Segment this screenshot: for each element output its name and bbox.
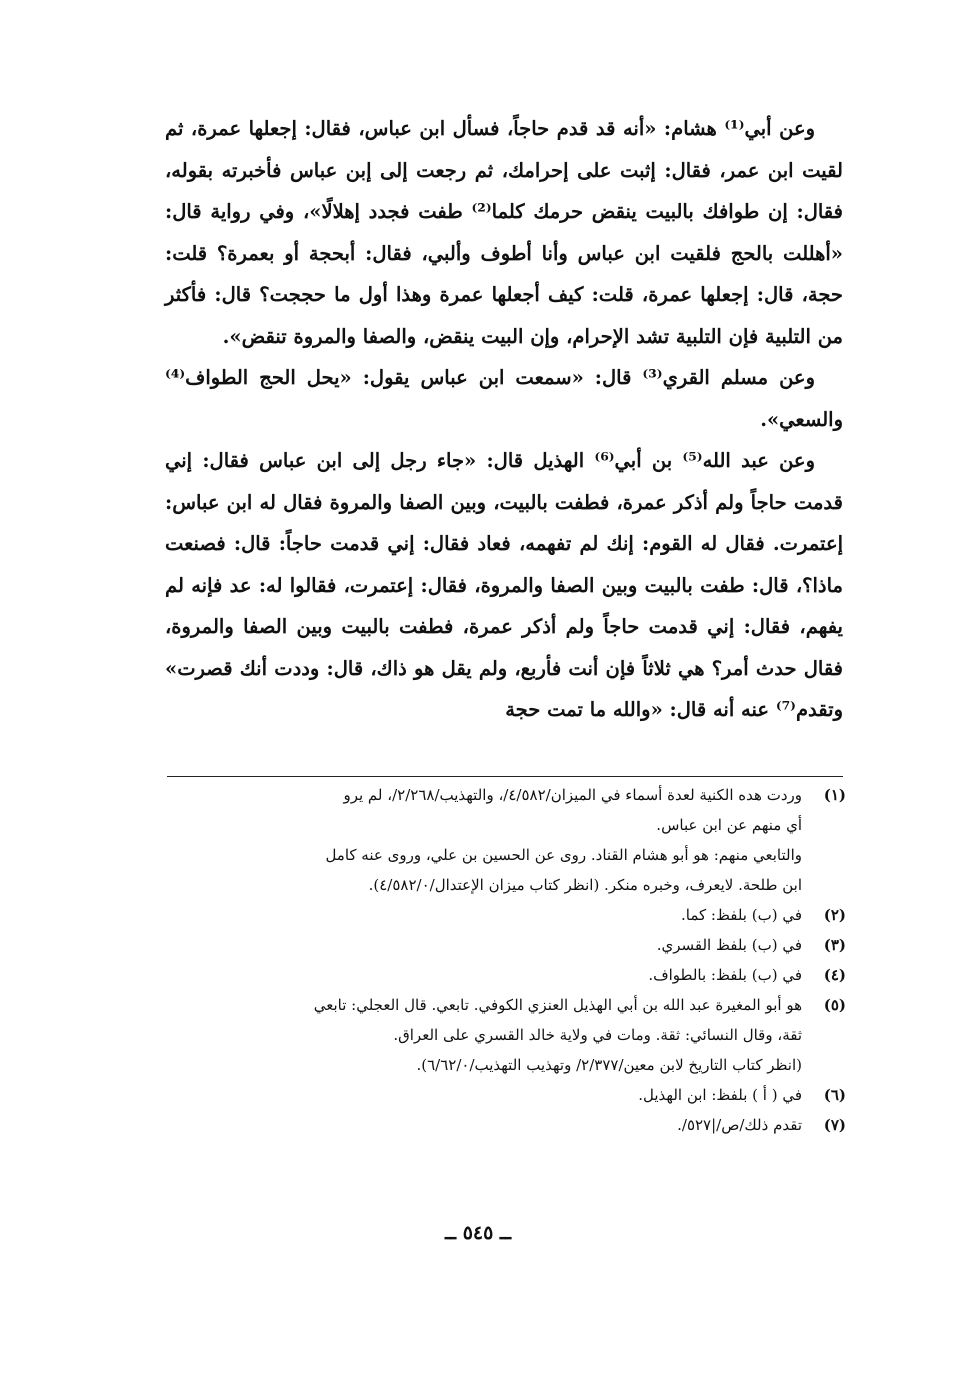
footnote-text bbox=[166, 1110, 802, 1140]
footnote-number: (٧) bbox=[823, 1116, 846, 1134]
footnote-text bbox=[166, 1080, 802, 1110]
footnote-line: ثقة، وقال النسائي: ثقة. ومات في ولاية خالد القسري على العراق. bbox=[393, 1026, 802, 1044]
footnote-6 bbox=[166, 1080, 846, 1110]
footnote-line: في (ب) بلفظ القسري. bbox=[656, 936, 802, 954]
footnote-text bbox=[166, 930, 802, 960]
paragraph-abu-hisham: وعن أبي⁽¹⁾ هشام: «أنه قد قدم حاجاً، فسأل ابن عباس، فقال: إجعلها عمرة، ثم لقيت ابن عمر، فقال: إثبت على إحرامك، ثم رجعت إلى إبن عباس فأخبرته بقوله، فقال: إن طوافك بالبيت ينقض حرمك كلما⁽²⁾ طفت فجدد إهلالًا»، وفي رواية قال: «أهللت بالحج فلقيت ابن عباس وأنا أطوف وألبي، فقال: أبحجة أو بعمرة؟ قلت: حجة، قال: إجعلها عمرة، قلت: كيف أجعلها عمرة وهذا أول ما حججت؟ قال: فأكثر من التلبية فإن التلبية تشد الإحرام، وإن البيت ينقض، والصفا والمروة تنقض». bbox=[165, 117, 843, 348]
footnote-number: (١) bbox=[823, 786, 846, 804]
footnote-text bbox=[166, 900, 802, 930]
footnotes bbox=[166, 780, 846, 1140]
footnote-text bbox=[166, 780, 802, 900]
footnote-5 bbox=[166, 990, 846, 1080]
footnote-number: (٤) bbox=[823, 966, 846, 984]
footnote-line: هو أبو المغيرة عبد الله بن أبي الهذيل العنزي الكوفي. تابعي. قال العجلي: تابعي bbox=[313, 996, 802, 1014]
footnote-number: (٣) bbox=[823, 936, 846, 954]
footnote-line: ابن طلحة. لايعرف، وخبره منكر. (انظر كتاب ميزان الإعتدال/٤/٥٨٢/٠). bbox=[368, 876, 802, 894]
footnote-line: في (ب) بلفظ: بالطواف. bbox=[648, 966, 802, 984]
footnote-line: أي منهم عن ابن عباس. bbox=[656, 816, 802, 834]
footnote-line: والتابعي منهم: هو أبو هشام القناد. روى عن الحسين بن علي، وروى عنه كامل bbox=[325, 846, 802, 864]
paragraph-muslim-alqurri: وعن مسلم القري⁽³⁾ قال: «سمعت ابن عباس يقول: «يحل الحج الطواف⁽⁴⁾ والسعي». bbox=[165, 366, 843, 431]
footnote-7 bbox=[166, 1110, 846, 1140]
footnote-3 bbox=[166, 930, 846, 960]
footnote-line: في (ب) بلفظ: كما. bbox=[681, 906, 802, 924]
main-text bbox=[165, 108, 843, 731]
footnote-number: (٦) bbox=[823, 1086, 846, 1104]
footnote-text bbox=[166, 960, 802, 990]
paragraph-abdullah-ibn-abi-alhudhayl: وعن عبد الله⁽⁵⁾ بن أبي⁽⁶⁾ الهذيل قال: «جاء رجل إلى ابن عباس فقال: إني قدمت حاجاً ولم أذكر عمرة، فطفت بالبيت، وبين الصفا والمروة فقال له ابن عباس: إعتمرت. فقال له القوم: إنك لم تفهمه، فعاد فقال: إني قدمت حاجاً: قال: فصنعت ماذا؟، قال: طفت بالبيت وبين الصفا والمروة، فقال: إعتمرت، فقالوا له: عد فإنه لم يفهم، فقال: إني قدمت حاجاً ولم أذكر عمرة، فطفت بالبيت وبين الصفا والمروة، فقال حدث أمر؟ هي ثلاثاً فإن أنت فأربع، ولم يقل هو ذاك، قال: وددت أنك قصرت» وتقدم⁽⁷⁾ عنه أنه قال: «والله ما تمت حجة bbox=[165, 449, 843, 721]
footnote-number: (٥) bbox=[823, 996, 846, 1014]
footnote-number: (٢) bbox=[823, 906, 846, 924]
footnote-line: وردت هده الكنية لعدة أسماء في الميزان/٤/٥٨٢/، والتهذيب/٢/٢٦٨/، لم يرو bbox=[343, 786, 802, 804]
footnote-text bbox=[166, 990, 802, 1080]
footnote-line: (انظر كتاب التاريخ لابن معين/٢/٣٧٧/ وتهذيب التهذيب/٦/٦٢/٠). bbox=[416, 1056, 802, 1074]
footnote-line: تقدم ذلك/ص/|٥٢٧/. bbox=[677, 1116, 802, 1134]
page-number: ــ ٥٤٥ ــ bbox=[444, 1222, 512, 1244]
footnote-1 bbox=[166, 780, 846, 900]
footnote-4 bbox=[166, 960, 846, 990]
footnote-line: في ( أ ) بلفظ: ابن الهذيل. bbox=[638, 1086, 802, 1104]
footnote-2 bbox=[166, 900, 846, 930]
footnote-separator bbox=[167, 776, 843, 777]
